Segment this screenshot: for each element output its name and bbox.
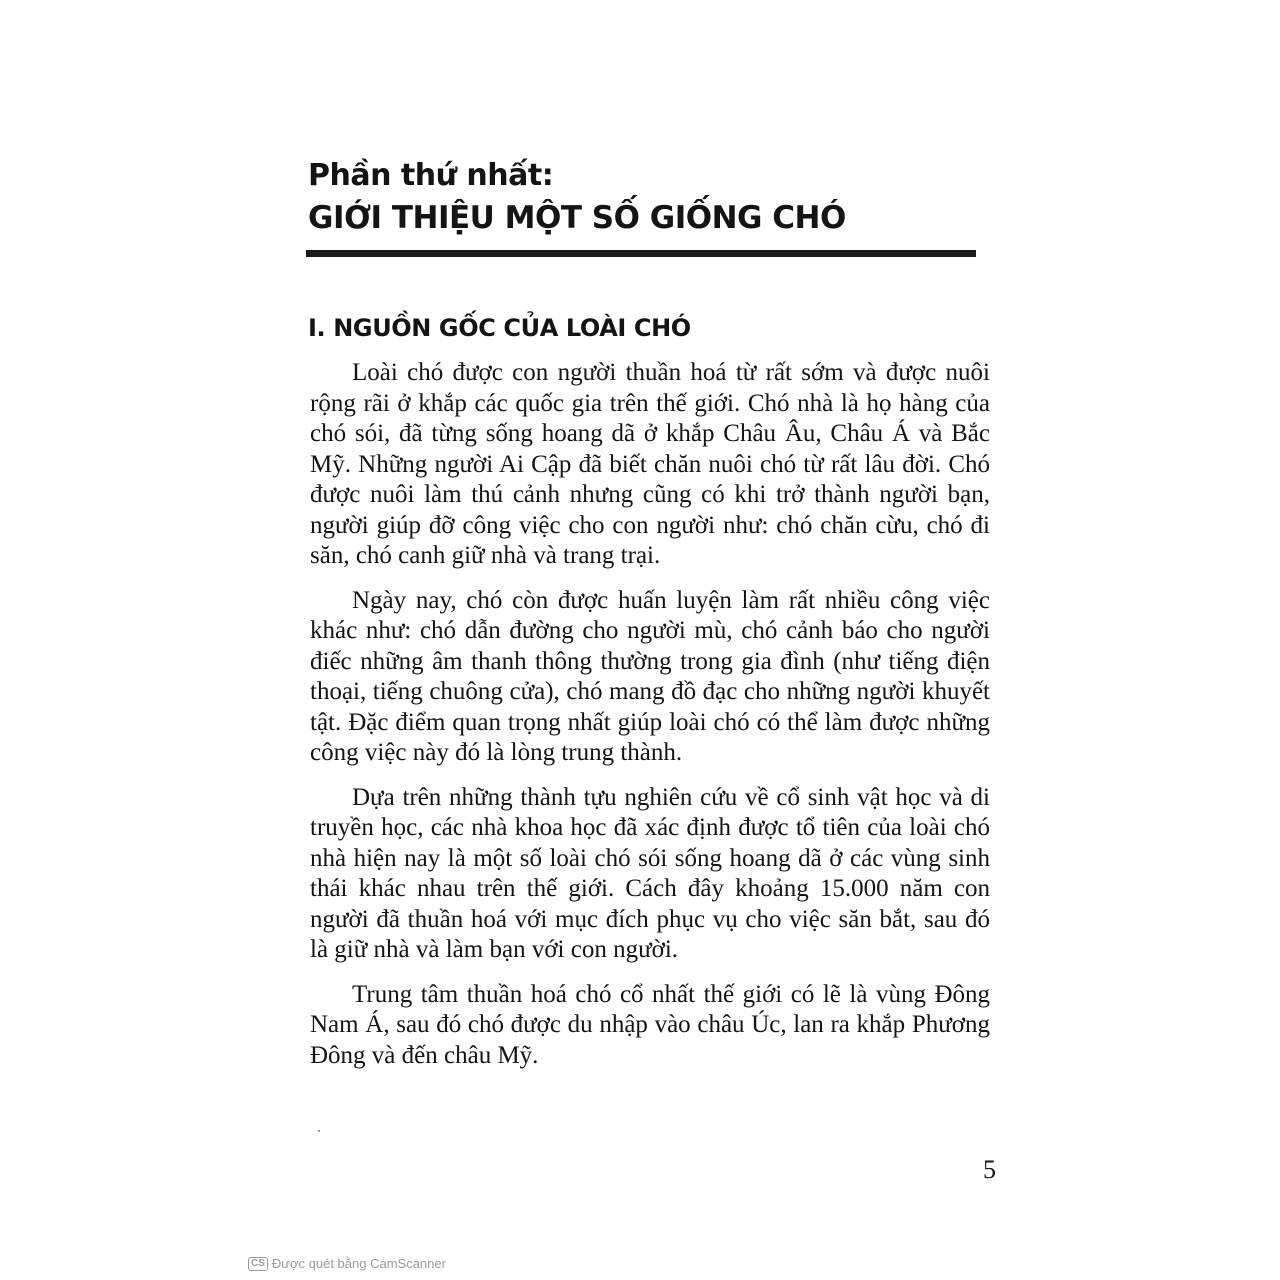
paragraph: Loài chó được con người thuần hoá từ rất sớm và được nuôi rộng rãi ở khắp các quốc gia trên thế giới. Chó nhà là họ hàng của chó sói, đã từng sống hoang dã ở khắp Châu Âu, Châu Á và Bắc Mỹ. Những người Ai Cập đã biết chăn nuôi chó từ rất lâu đời. Chó được nuôi làm thú cảnh nhưng cũng có khi trở thành người bạn, người giúp đỡ công việc cho con người như: chó chăn cừu, chó đi săn, chó canh giữ nhà và trang trại. xyxy=(310,359,990,569)
paragraph: Trung tâm thuần hoá chó cổ nhất thế giới có lẽ là vùng Đông Nam Á, sau đó chó được du nhập vào châu Úc, lan ra khắp Phương Đông và đến châu Mỹ. xyxy=(310,980,990,1069)
part-title: GIỚI THIỆU MỘT SỐ GIỐNG CHÓ xyxy=(308,200,846,236)
paragraph: Ngày nay, chó còn được huấn luyện làm rất nhiều công việc khác như: chó dẫn đường cho người mù, chó cảnh báo cho người điếc những âm thanh thông thường trong gia đình (như tiếng điện thoại, tiếng chuông cửa), chó mang đồ đạc cho những người khuyết tật. Đặc điểm quan trọng nhất giúp loài chó có thể làm được những công việc này đó là lòng trung thành. xyxy=(310,586,990,766)
paragraph: Dựa trên những thành tựu nghiên cứu về cổ sinh vật học và di truyền học, các nhà khoa học đã xác định được tổ tiên của loài chó nhà hiện nay là một số loài chó sói sống hoang dã ở các vùng sinh thái khác nhau trên thế giới. Cách đây khoảng 15.000 năm con người đã thuần hoá với mục đích phục vụ cho việc săn bắt, sau đó là giữ nhà và làm bạn với con người. xyxy=(310,783,990,963)
scanner-watermark xyxy=(248,1256,446,1271)
body-text xyxy=(310,358,990,1085)
page-number: 5 xyxy=(983,1155,996,1184)
title-divider xyxy=(306,250,976,257)
camscanner-logo-icon: CS xyxy=(248,1257,268,1271)
scan-speck xyxy=(318,1130,320,1132)
scanner-watermark-text: Được quét bằng CamScanner xyxy=(271,1256,446,1271)
section-heading: I. NGUỒN GỐC CỦA LOÀI CHÓ xyxy=(308,314,691,342)
part-label: Phần thứ nhất: xyxy=(308,158,554,193)
